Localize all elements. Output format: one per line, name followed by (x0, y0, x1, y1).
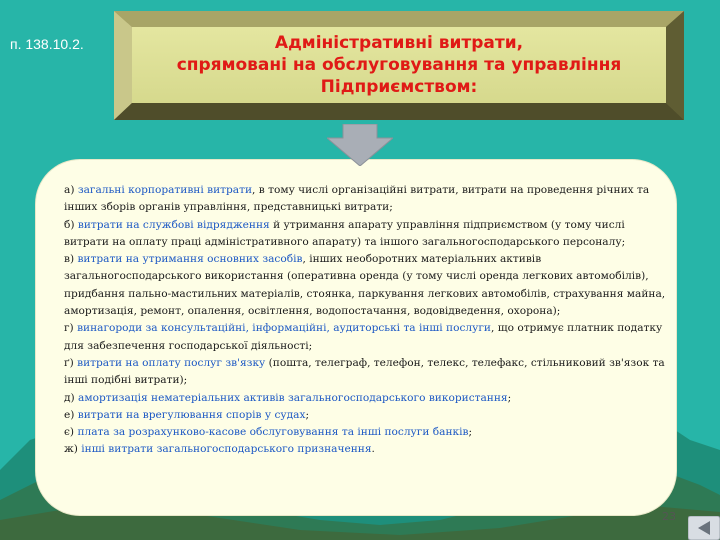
list-item-d: д) амортизація нематеріальних активів загальногосподарського використання; (64, 391, 512, 404)
article-reference: п. 138.10.2. (10, 36, 84, 52)
list-item-b: б) витрати на службові відрядження й утримання апарату управління підприємством (у тому числі витрати на оплату праці адміністративного апарату) та іншого загальногосподарського персоналу; (64, 218, 626, 248)
title-plate (132, 27, 666, 103)
expense-list (64, 182, 666, 459)
list-item-e: е) витрати на врегулювання спорів у судах; (64, 408, 310, 421)
list-item-g: г) винагороди за консультаційні, інформаційні, аудиторські та інші послуги, що отримує платник податку для забезпечення господарської діяльності; (64, 322, 663, 352)
title-line-2: спрямовані на обслуговування та управління (176, 55, 622, 75)
list-item-zh: ж) інші витрати загальногосподарського призначення. (64, 443, 375, 456)
list-item-g2: ґ) витрати на оплату послуг зв'язку (пошта, телеграф, телефон, телекс, телефакс, стільниковий зв'язок та інші подібні витрати); (64, 356, 665, 387)
title-line-1: Адміністративні витрати, (274, 33, 524, 53)
title-line-3: Підприємством: (320, 77, 478, 97)
list-item-a: а) загальні корпоративні витрати, в тому числі організаційні витрати, витрати на проведення річних та інших зборів органів управління, представницькі витрати; (64, 184, 650, 214)
page-number: 23 (662, 510, 676, 523)
list-item-v: в) витрати на утримання основних засобів, інших необоротних матеріальних активів загальногосподарського використання (оперативна оренда (у тому числі оренда легкових автомобілів), придбання пально-мастильних матеріалів, стоянка, паркування легкових автомобілів, страхування майна, амортизація, ремонт, опалення, освітлення, водопостачання, водовідведення, охорона); (64, 253, 666, 318)
down-arrow-icon (327, 124, 393, 166)
list-item-ye: є) плата за розрахунково-касове обслуговування та інші послуги банків; (64, 426, 473, 439)
back-arrow-icon[interactable] (688, 516, 720, 540)
